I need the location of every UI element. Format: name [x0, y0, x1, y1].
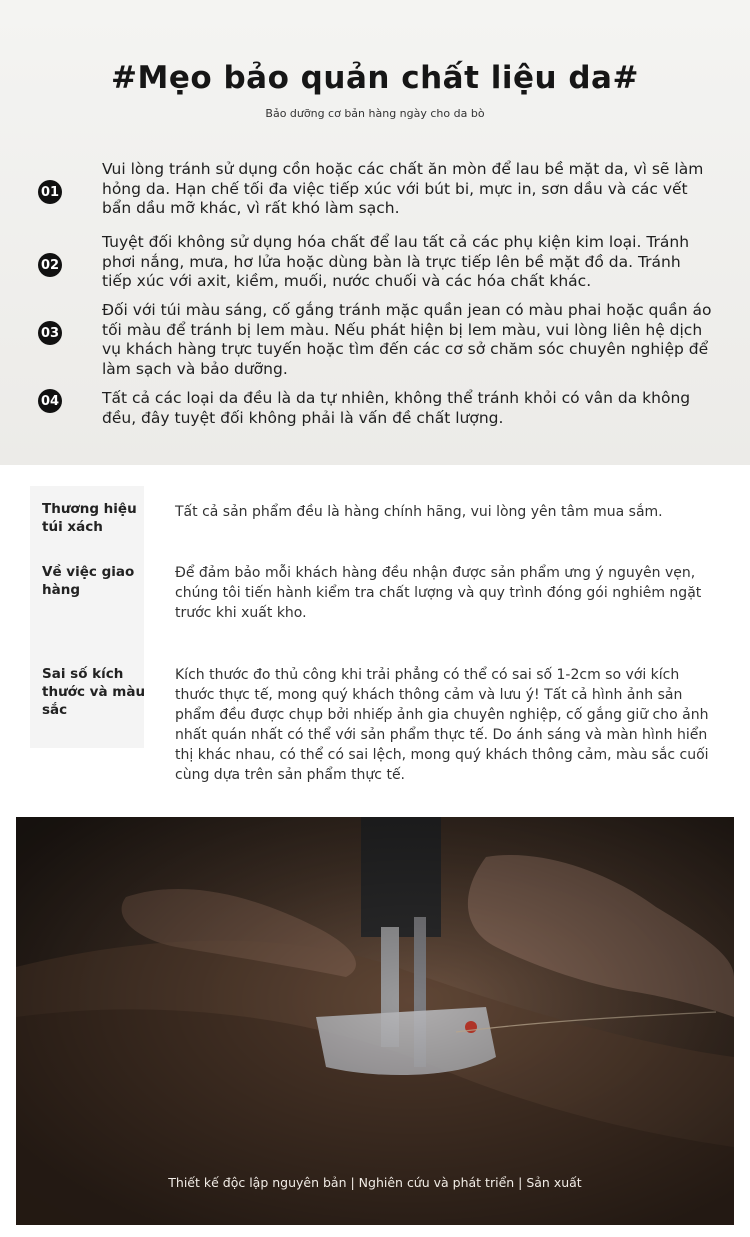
info-label-size-color: Sai số kích thước và màu sắc	[42, 666, 146, 718]
info-label-shipping: Về việc giao hàng	[42, 564, 135, 598]
sewing-machine-photo	[16, 817, 734, 1225]
sewing-scene-illustration	[16, 817, 734, 1225]
tip-number-badge: 04	[38, 389, 62, 413]
tip-text: Tất cả các loại da đều là da tự nhiên, không thể tránh khỏi có vân da không đều, đây tuyệt đối không phải là vấn đề chất lượng.	[102, 389, 691, 427]
tip-text: Vui lòng tránh sử dụng cồn hoặc các chất ăn mòn để lau bề mặt da, vì sẽ làm hỏng da. Hạn chế tối đa việc tiếp xúc với bút bi, mực in, sơn dầu và các vết bẩn dầu mỡ khác, vì rất khó làm sạch.	[102, 160, 704, 217]
info-value-size-color: Kích thước đo thủ công khi trải phẳng có thể có sai số 1-2cm so với kích thước thực tế, mong quý khách thông cảm và lưu ý! Tất cả hình ảnh sản phẩm đều được chụp bởi nhiếp ảnh gia chuyên nghiệp, cố gắng giữ cho ảnh nhất quán nhất có thể với sản phẩm thực tế. Do ánh sáng và màn hình hiển thị khác nhau, có thể có sai lệch, mong quý khách thông cảm, màu sắc cuối cùng dựa trên sản phẩm thực tế.	[175, 667, 709, 783]
tip-number-badge: 02	[38, 253, 62, 277]
tip-text: Tuyệt đối không sử dụng hóa chất để lau tất cả các phụ kiện kim loại. Tránh phơi nắng, mưa, hơ lửa hoặc dùng bàn là trực tiếp lên bề mặt đồ da. Tránh tiếp xúc với axit, kiềm, muối, nước chuối và các hóa chất khác.	[102, 233, 690, 290]
tip-number-badge: 01	[38, 180, 62, 204]
info-label-brand: Thương hiệu túi xách	[42, 501, 137, 535]
page-title: #Mẹo bảo quản chất liệu da#	[111, 60, 639, 96]
photo-caption: Thiết kế độc lập nguyên bản | Nghiên cứu và phát triển | Sản xuất	[168, 1175, 582, 1190]
info-value-shipping: Để đảm bảo mỗi khách hàng đều nhận được sản phẩm ưng ý nguyên vẹn, chúng tôi tiến hành kiểm tra chất lượng và quy trình đóng gói nghiêm ngặt trước khi xuất kho.	[175, 565, 702, 621]
info-value-brand: Tất cả sản phẩm đều là hàng chính hãng, vui lòng yên tâm mua sắm.	[175, 504, 663, 520]
tip-text: Đối với túi màu sáng, cố gắng tránh mặc quần jean có màu phai hoặc quần áo tối màu để tránh bị lem màu. Nếu phát hiện bị lem màu, vui lòng liên hệ dịch vụ khách hàng trực tuyến hoặc tìm đến các cơ sở chăm sóc chuyên nghiệp để làm sạch và bảo dưỡng.	[102, 301, 712, 378]
tip-number-badge: 03	[38, 321, 62, 345]
page-subtitle: Bảo dưỡng cơ bản hàng ngày cho da bò	[265, 107, 485, 120]
